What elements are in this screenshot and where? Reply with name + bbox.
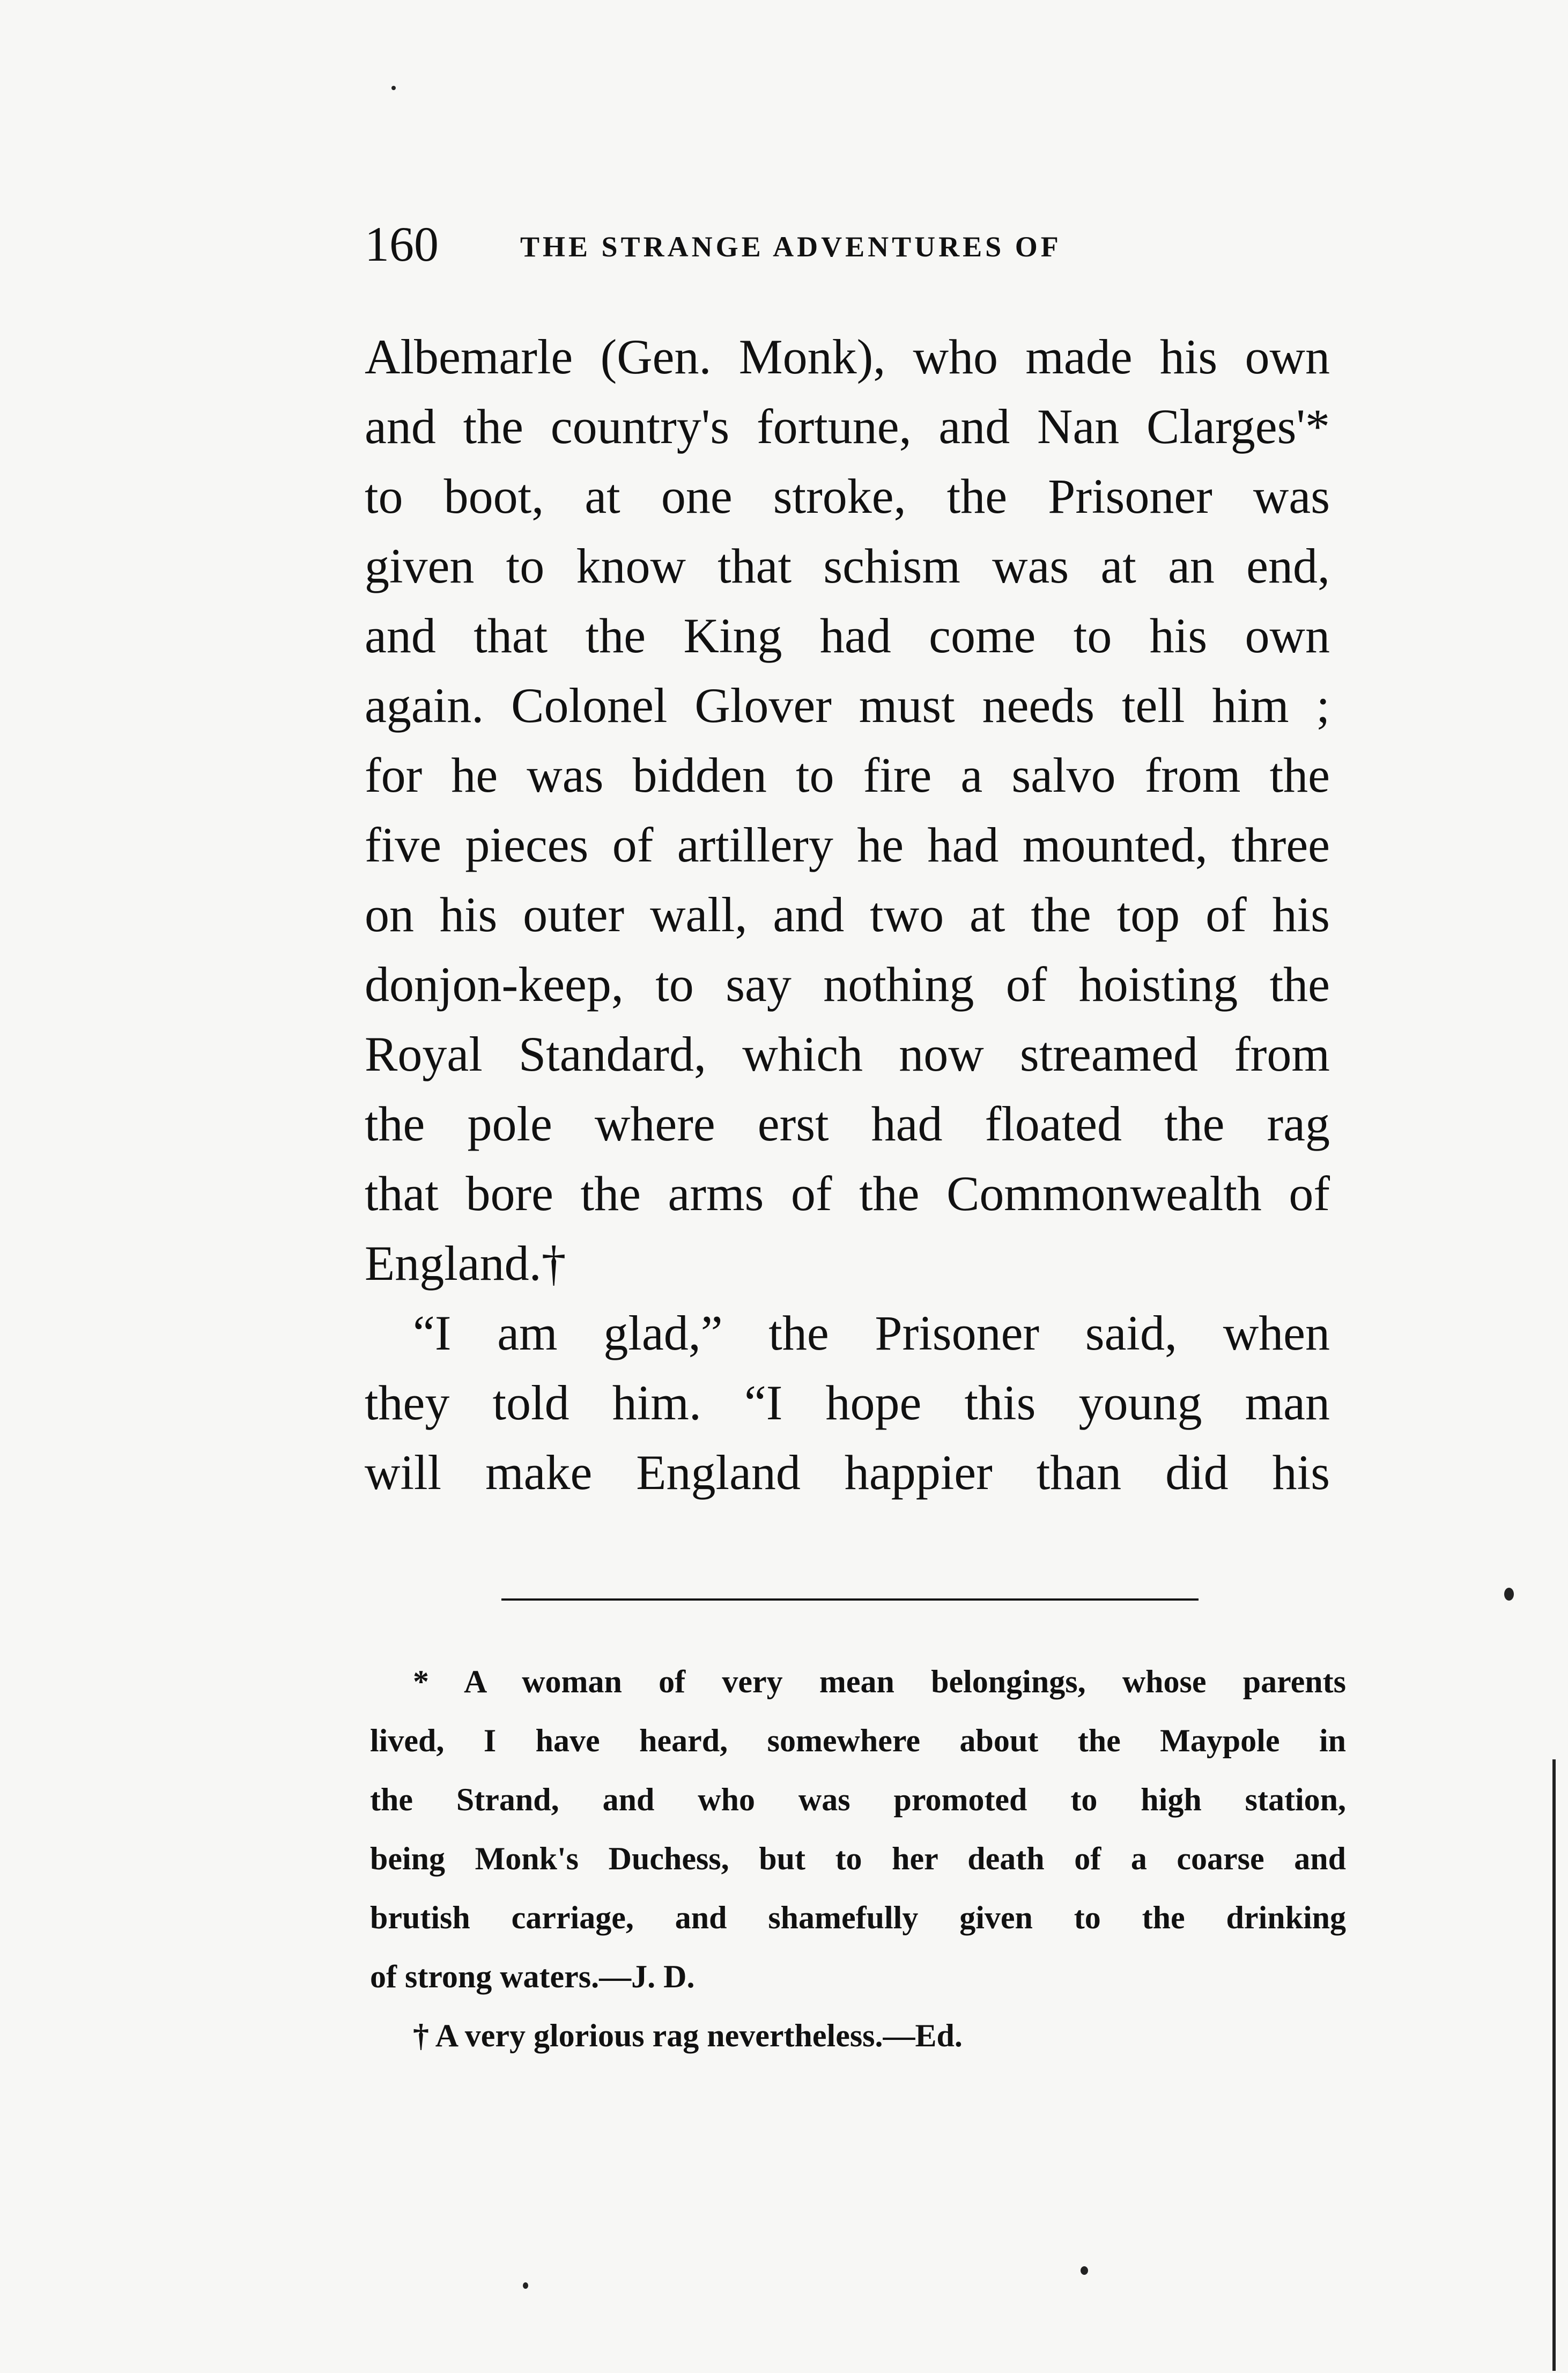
text-line: and the country's fortune, and Nan Clarges'* bbox=[365, 399, 1330, 454]
footnote-line: being Monk's Duchess, but to her death of a coarse and bbox=[370, 1841, 1346, 1876]
text-line: that bore the arms of the Commonwealth of bbox=[365, 1166, 1330, 1221]
text-line: for he was bidden to fire a salvo from the bbox=[365, 748, 1330, 802]
ink-speck bbox=[1081, 2266, 1088, 2275]
text-line: England.† bbox=[365, 1236, 566, 1291]
text-line: five pieces of artillery he had mounted, three bbox=[365, 817, 1330, 872]
text-line: and that the King had come to his own bbox=[365, 608, 1330, 663]
text-line: donjon-keep, to say nothing of hoisting the bbox=[365, 957, 1330, 1012]
footnote-line: of strong waters.—J. D. bbox=[370, 1959, 695, 1994]
page-header bbox=[365, 215, 1346, 274]
ink-speck bbox=[391, 86, 396, 90]
footnote-line: brutish carriage, and shamefully given to the drinking bbox=[370, 1900, 1346, 1935]
text-line: to boot, at one stroke, the Prisoner was bbox=[365, 469, 1330, 524]
footnote-divider bbox=[501, 1598, 1199, 1601]
footnote-line: lived, I have heard, somewhere about the Maypole in bbox=[370, 1723, 1346, 1758]
footnote-line: † A very glorious rag nevertheless.—Ed. bbox=[413, 2018, 963, 2053]
text-line: will make England happier than did his bbox=[365, 1445, 1330, 1500]
text-line: again. Colonel Glover must needs tell him ; bbox=[365, 678, 1330, 733]
text-line: on his outer wall, and two at the top of his bbox=[365, 887, 1330, 942]
ink-speck bbox=[1504, 1588, 1514, 1601]
footnote-line: * A woman of very mean belongings, whose parents bbox=[413, 1664, 1346, 1699]
text-line: Albemarle (Gen. Monk), who made his own bbox=[365, 329, 1330, 384]
main-text bbox=[365, 322, 1330, 1507]
text-line: the pole where erst had floated the rag bbox=[365, 1096, 1330, 1151]
text-line: “I am glad,” the Prisoner said, when bbox=[413, 1306, 1330, 1360]
page-edge-shadow bbox=[1552, 1759, 1556, 2371]
footnote-line: the Strand, and who was promoted to high station, bbox=[370, 1782, 1346, 1817]
running-head: THE STRANGE ADVENTURES OF bbox=[520, 231, 1062, 263]
text-line: they told him. “I hope this young man bbox=[365, 1375, 1330, 1430]
ink-speck bbox=[523, 2282, 528, 2289]
page-number: 160 bbox=[365, 217, 439, 271]
text-line: Royal Standard, which now streamed from bbox=[365, 1027, 1330, 1081]
text-line: given to know that schism was at an end, bbox=[365, 539, 1330, 593]
footnotes bbox=[370, 1652, 1346, 2065]
